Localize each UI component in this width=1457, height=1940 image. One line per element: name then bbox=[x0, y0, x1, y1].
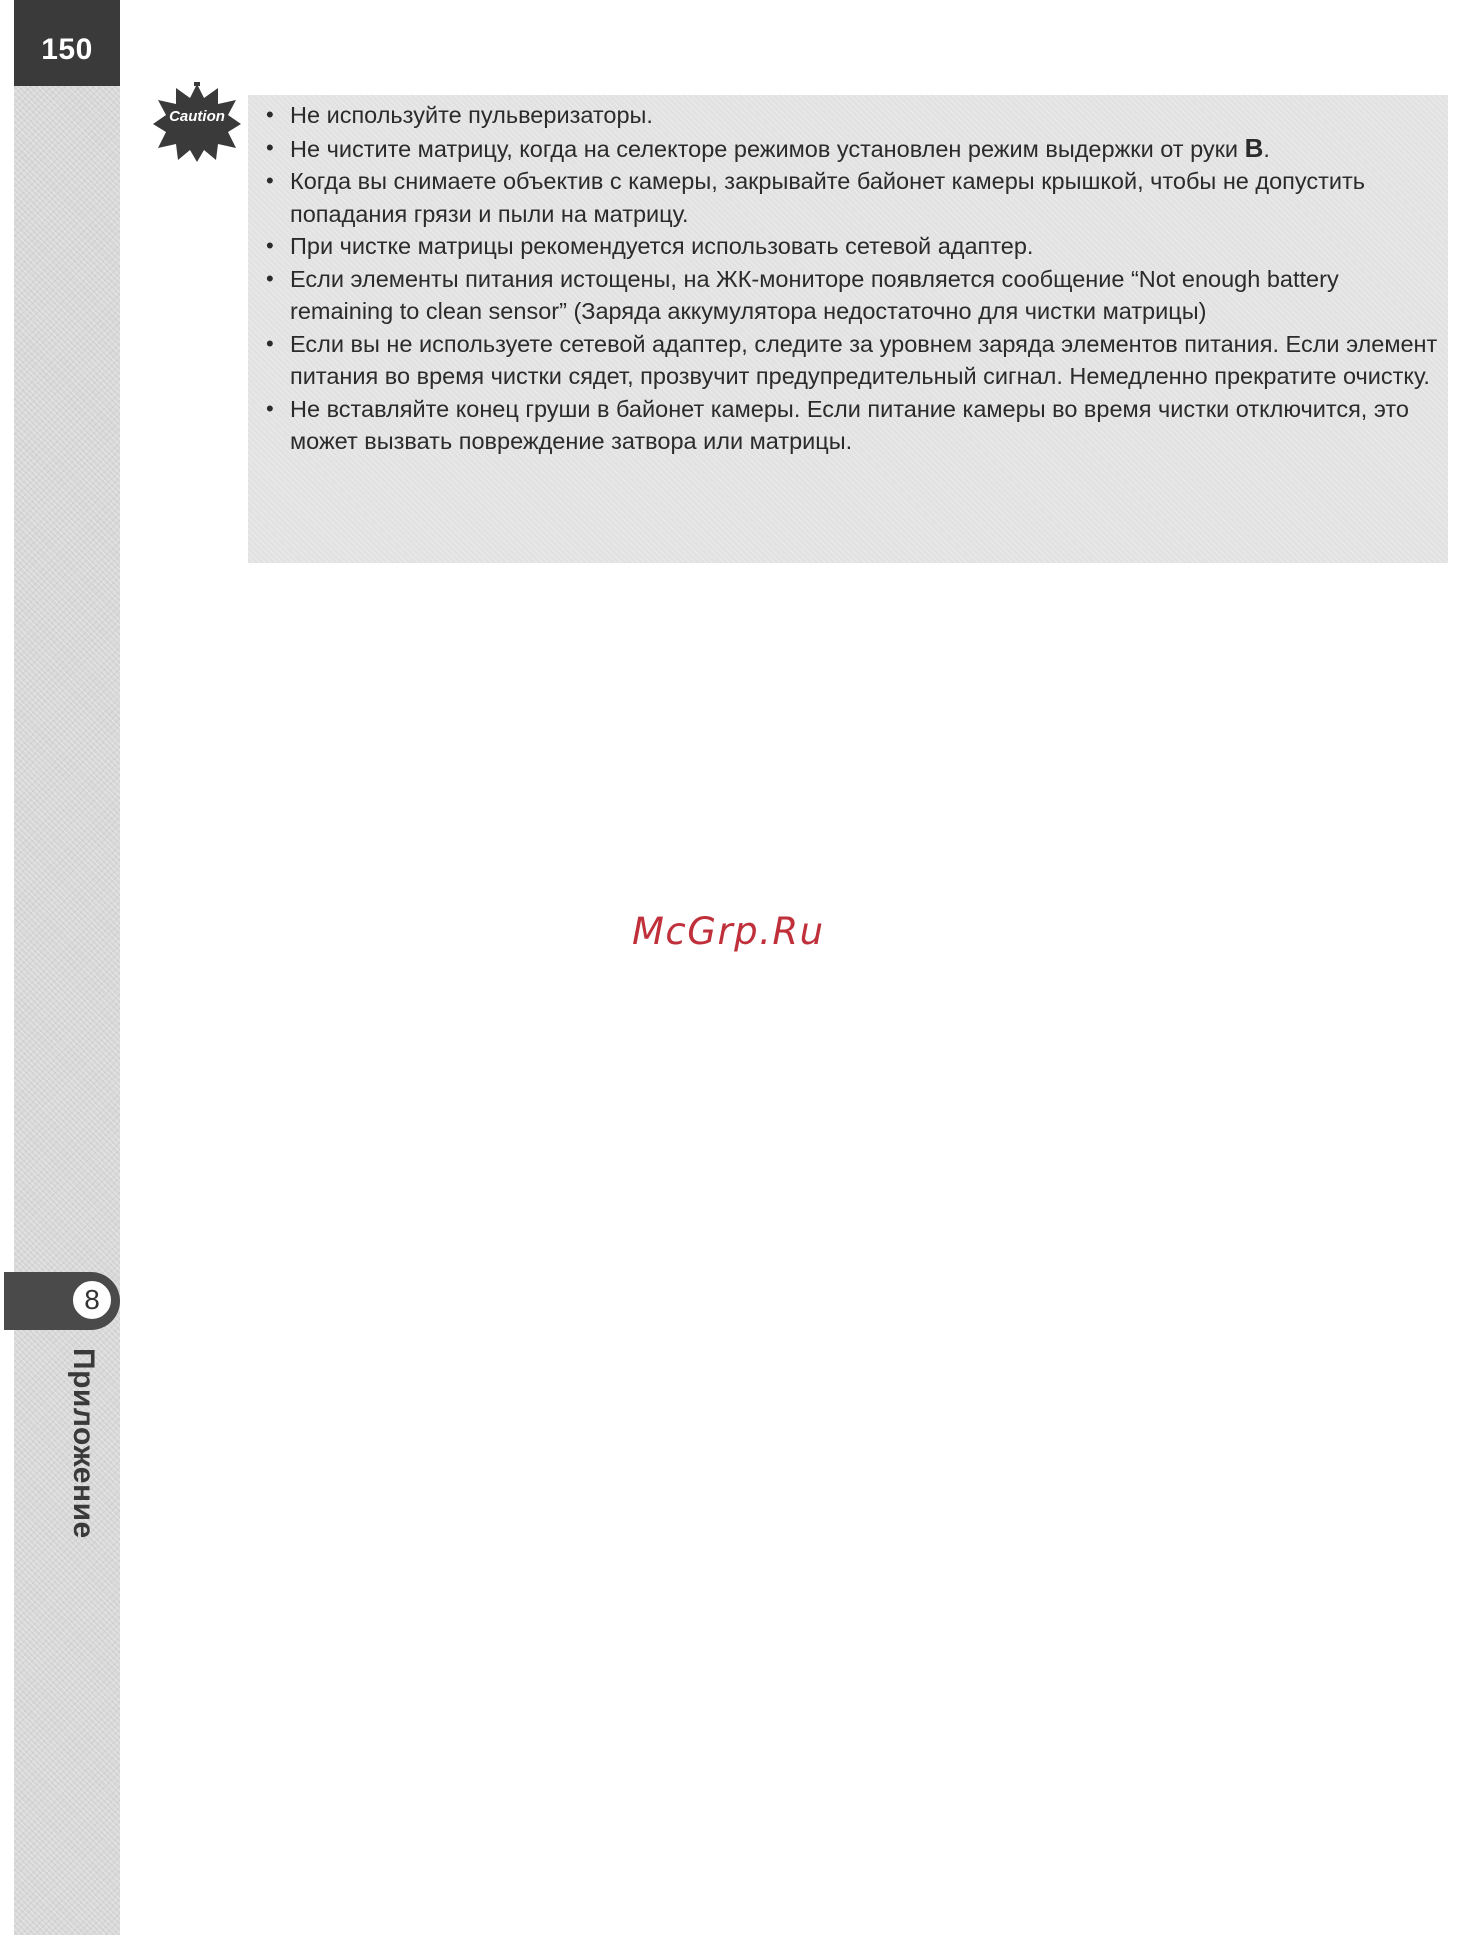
chapter-title: Приложение bbox=[67, 1348, 100, 1539]
page-number-box bbox=[14, 0, 120, 86]
chapter-number: 8 bbox=[70, 1278, 114, 1322]
caution-item: • Если элементы питания истощены, на ЖК-мониторе появляется сообщение “Not enough battery remaining to clean sensor” (Заряда аккумулятора недостаточно для чистки матрицы) bbox=[258, 263, 1438, 328]
bulb-mode-symbol: B bbox=[1244, 132, 1264, 163]
caution-label: Caution bbox=[169, 108, 225, 125]
side-band bbox=[14, 0, 120, 1935]
caution-item: • Когда вы снимаете объектив с камеры, закрывайте байонет камеры крышкой, чтобы не допустить попадания грязи и пыли на матрицу. bbox=[258, 165, 1438, 230]
caution-item: • При чистке матрицы рекомендуется использовать сетевой адаптер. bbox=[258, 230, 1438, 263]
caution-item: • Не чистите матрицу, когда на селекторе режимов установлен режим выдержки от руки B. bbox=[258, 132, 1438, 166]
caution-list bbox=[258, 99, 1438, 458]
caution-item: • Не вставляйте конец груши в байонет камеры. Если питание камеры во время чистки отключится, это может вызвать повреждение затвора или матрицы. bbox=[258, 393, 1438, 458]
caution-item: • Если вы не используете сетевой адаптер, следите за уровнем заряда элементов питания. Если элемент питания во время чистки сядет, прозвучит предупредительный сигнал. Немедленно прекратите очистку. bbox=[258, 328, 1438, 393]
page-number: 150 bbox=[41, 33, 93, 66]
watermark: McGrp.Ru bbox=[632, 910, 825, 953]
caution-item: • Не используйте пульверизаторы. bbox=[258, 99, 1438, 132]
caution-panel bbox=[248, 95, 1448, 563]
